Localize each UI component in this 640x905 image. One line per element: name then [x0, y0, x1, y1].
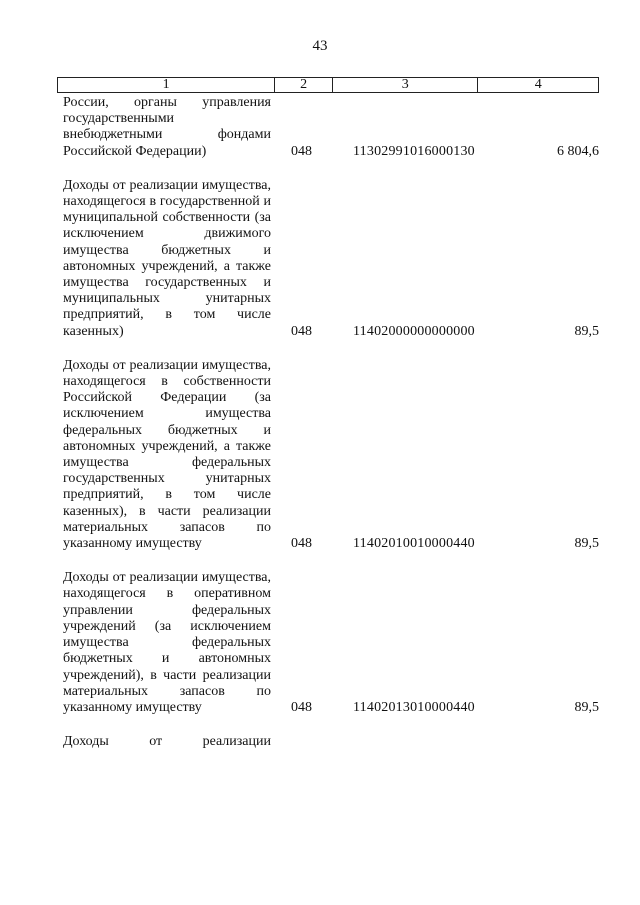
- page-number: 43: [312, 38, 328, 54]
- row-description: Доходы от реализации: [63, 734, 271, 750]
- table-row: [57, 95, 599, 160]
- row-kbk-code: 11402000000000000: [353, 323, 475, 339]
- row-description: Доходы от реализации имущества, находящегося в государственной и муниципальной собственности (за исключением движимого имущества бюджетных и автономных учреждений, а также имущества государственных и муниципальных унитарных предприятий, в том числе казенных): [63, 177, 271, 339]
- row-admin-code: 048: [291, 143, 312, 159]
- header-col-1: 1: [58, 78, 275, 92]
- row-admin-code: 048: [291, 699, 312, 715]
- row-admin-code: 048: [291, 536, 312, 552]
- table-row: [57, 570, 599, 716]
- table-row: [57, 178, 599, 340]
- row-kbk-code: 11402010010000440: [353, 536, 475, 552]
- header-col-2: 2: [275, 78, 333, 92]
- row-description: Доходы от реализации имущества, находящегося в оперативном управлении федеральных учреждений (за исключением имущества федеральных бюджетных и автономных учреждений), в части реализации материальных запасов по указанному имуществу: [63, 570, 271, 715]
- row-amount: 89,5: [574, 323, 599, 339]
- table-row: [57, 734, 599, 750]
- row-description: Доходы от реализации имущества, находящегося в собственности Российской Федерации (за исключением имущества федеральных бюджетных и автономных учреждений, а также имущества федеральных государственных унитарных предприятий, в том числе казенных), в части реализации материальных запасов по указанному имуществу: [63, 357, 271, 552]
- row-admin-code: 048: [291, 323, 312, 339]
- row-amount: 6 804,6: [557, 143, 599, 159]
- table-header: [57, 77, 599, 93]
- row-kbk-code: 11402013010000440: [353, 699, 475, 715]
- header-col-4: 4: [534, 77, 542, 92]
- row-amount: 89,5: [574, 536, 599, 552]
- row-amount: 89,5: [574, 699, 599, 715]
- table-body: [57, 95, 599, 766]
- row-kbk-code: 11302991016000130: [353, 143, 475, 159]
- table-row: [57, 358, 599, 552]
- header-col-3: 3: [333, 78, 478, 92]
- row-description: России, органы управления государственными внебюджетными фондами Российской Федерации): [63, 95, 271, 159]
